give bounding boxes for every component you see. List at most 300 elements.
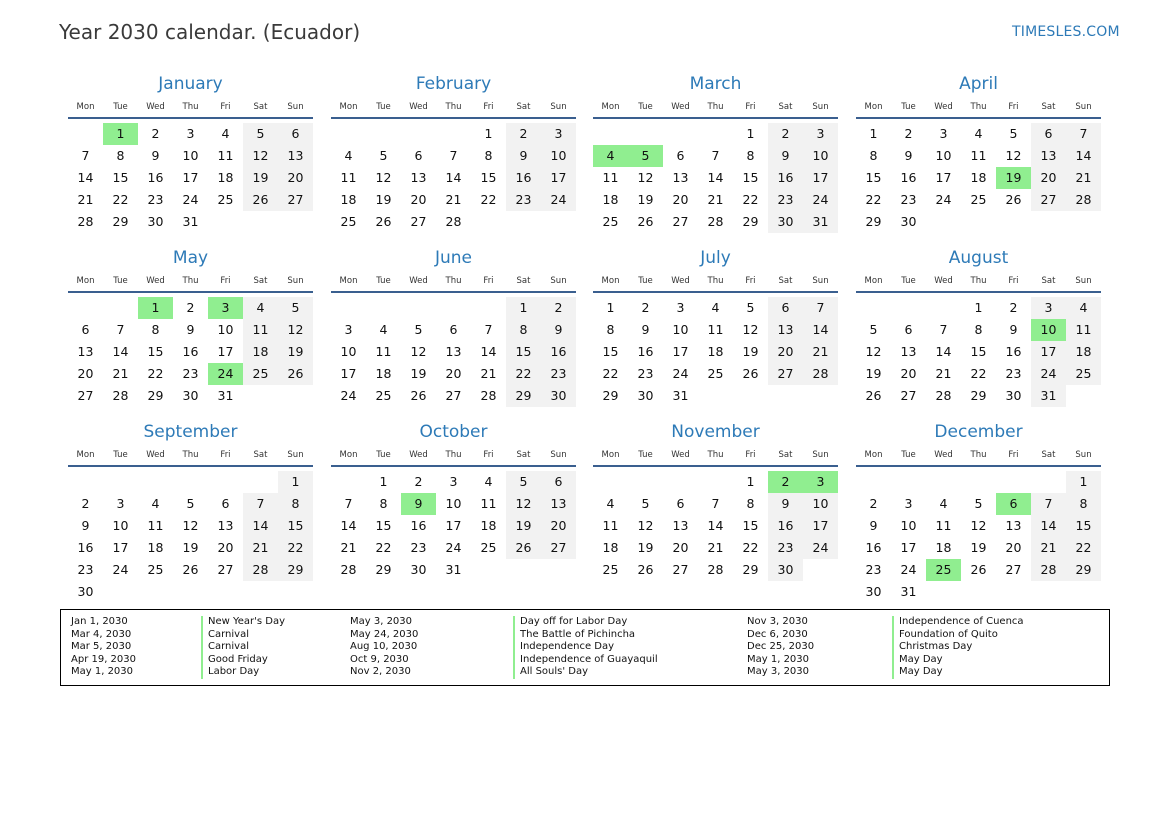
header-rule: [856, 465, 1101, 467]
day-cell: 15: [742, 170, 759, 185]
day-cell: 17: [340, 366, 357, 381]
day-cell: 4: [1066, 297, 1101, 319]
day-cell: 22: [602, 366, 619, 381]
day-cell: 29: [865, 214, 882, 229]
weekday-header: Fri: [220, 450, 231, 460]
day-cell: 19: [970, 540, 987, 555]
day-cell: 1: [869, 126, 878, 141]
day-cell: 1: [379, 474, 388, 489]
day-cell: 17: [803, 167, 838, 189]
weekday-header: Sat: [1041, 450, 1056, 460]
day-cell: 19: [243, 167, 278, 189]
day-cell: 24: [340, 388, 357, 403]
day-cell: 17: [445, 518, 462, 533]
day-cell: 16: [147, 170, 164, 185]
day-cell: 17: [1031, 341, 1066, 363]
weekday-header: Thu: [970, 450, 987, 460]
legend-date: Jan 1, 2030: [71, 616, 128, 627]
day-cell: 18: [602, 540, 619, 555]
day-cell: 18: [217, 170, 234, 185]
day-cell: 20: [77, 366, 94, 381]
day-cell: 18: [340, 192, 357, 207]
day-cell: 5: [243, 123, 278, 145]
legend-date: May 1, 2030: [747, 653, 810, 665]
day-cell: 8: [1066, 493, 1101, 515]
day-cell: 31: [182, 214, 199, 229]
legend-holiday-name: Independence of Cuenca: [892, 616, 1024, 629]
weekday-header: Mon: [864, 276, 883, 286]
month-name: August: [948, 248, 1009, 268]
day-cell: 18: [243, 341, 278, 363]
day-cell: 10: [445, 496, 462, 511]
day-cell: 28: [707, 214, 724, 229]
day-cell: 15: [742, 518, 759, 533]
legend-holiday-name: Carnival: [201, 641, 249, 654]
day-cell: 18: [970, 170, 987, 185]
day-cell: 27: [1005, 562, 1022, 577]
day-cell: 8: [746, 148, 755, 163]
day-cell: 1: [1066, 471, 1101, 493]
header-rule: [331, 291, 576, 293]
holiday-day-cell: 2: [768, 471, 803, 493]
legend-date: Nov 3, 2030: [747, 616, 808, 627]
day-cell: 15: [1066, 515, 1101, 537]
day-cell: 19: [375, 192, 392, 207]
day-cell: 30: [147, 214, 164, 229]
header-rule: [331, 465, 576, 467]
weekday-header: Thu: [182, 450, 199, 460]
legend-date: Dec 6, 2030: [747, 628, 808, 640]
day-cell: 29: [147, 388, 164, 403]
day-cell: 23: [865, 562, 882, 577]
day-cell: 14: [935, 344, 952, 359]
day-cell: 20: [410, 192, 427, 207]
day-cell: 26: [243, 189, 278, 211]
day-cell: 25: [1066, 363, 1101, 385]
day-cell: 27: [672, 214, 689, 229]
weekday-header: Tue: [901, 450, 916, 460]
day-cell: 2: [768, 123, 803, 145]
day-cell: 14: [112, 344, 129, 359]
day-cell: 16: [1005, 344, 1022, 359]
day-cell: 9: [541, 319, 576, 341]
day-cell: 10: [900, 518, 917, 533]
day-cell: 11: [147, 518, 164, 533]
day-cell: 16: [182, 344, 199, 359]
day-cell: 25: [217, 192, 234, 207]
day-cell: 24: [182, 192, 199, 207]
day-cell: 6: [81, 322, 90, 337]
day-cell: 26: [506, 537, 541, 559]
day-cell: 12: [637, 518, 654, 533]
day-cell: 4: [221, 126, 230, 141]
day-cell: 27: [672, 562, 689, 577]
legend-holiday-name: Day off for Labor Day: [513, 616, 627, 629]
day-cell: 10: [112, 518, 129, 533]
day-cell: 30: [182, 388, 199, 403]
day-cell: 7: [484, 322, 493, 337]
day-cell: 18: [375, 366, 392, 381]
day-cell: 4: [711, 300, 720, 315]
holiday-day-cell: 6: [996, 493, 1031, 515]
weekday-header: Thu: [182, 276, 199, 286]
day-cell: 26: [1005, 192, 1022, 207]
header-rule: [68, 291, 313, 293]
day-cell: 21: [803, 341, 838, 363]
legend-holiday-name: New Year's Day: [201, 616, 285, 629]
day-cell: 15: [480, 170, 497, 185]
day-cell: 4: [974, 126, 983, 141]
day-cell: 19: [742, 344, 759, 359]
day-cell: 13: [410, 170, 427, 185]
day-cell: 31: [217, 388, 234, 403]
weekday-header: Fri: [1008, 276, 1019, 286]
day-cell: 2: [641, 300, 650, 315]
weekday-header: Tue: [901, 276, 916, 286]
holiday-day-cell: 4: [593, 145, 628, 167]
day-cell: 22: [147, 366, 164, 381]
day-cell: 1: [606, 300, 615, 315]
day-cell: 20: [541, 515, 576, 537]
day-cell: 30: [768, 559, 803, 581]
day-cell: 21: [935, 366, 952, 381]
weekday-header: Thu: [707, 102, 724, 112]
day-cell: 11: [375, 344, 392, 359]
month-name: June: [434, 248, 473, 268]
day-cell: 24: [803, 189, 838, 211]
day-cell: 29: [278, 559, 313, 581]
day-cell: 28: [480, 388, 497, 403]
day-cell: 11: [340, 170, 357, 185]
day-cell: 19: [278, 341, 313, 363]
day-cell: 4: [484, 474, 493, 489]
day-cell: 3: [344, 322, 353, 337]
day-cell: 5: [869, 322, 878, 337]
day-cell: 11: [602, 518, 619, 533]
day-cell: 6: [278, 123, 313, 145]
day-cell: 14: [77, 170, 94, 185]
day-cell: 10: [803, 493, 838, 515]
day-cell: 7: [939, 322, 948, 337]
day-cell: 12: [243, 145, 278, 167]
weekday-header: Sun: [550, 276, 567, 286]
day-cell: 16: [410, 518, 427, 533]
weekday-header: Mon: [339, 276, 358, 286]
month-name: May: [172, 248, 209, 268]
day-cell: 23: [1005, 366, 1022, 381]
day-cell: 3: [116, 496, 125, 511]
day-cell: 17: [672, 344, 689, 359]
day-cell: 9: [81, 518, 90, 533]
day-cell: 29: [112, 214, 129, 229]
day-cell: 29: [742, 562, 759, 577]
day-cell: 31: [672, 388, 689, 403]
day-cell: 26: [182, 562, 199, 577]
day-cell: 25: [707, 366, 724, 381]
day-cell: 2: [81, 496, 90, 511]
day-cell: 30: [541, 385, 576, 407]
day-cell: 13: [768, 319, 803, 341]
day-cell: 23: [182, 366, 199, 381]
day-cell: 2: [151, 126, 160, 141]
day-cell: 19: [637, 192, 654, 207]
legend-date: Oct 9, 2030: [350, 653, 409, 665]
day-cell: 28: [935, 388, 952, 403]
weekday-header: Sat: [253, 276, 268, 286]
day-cell: 22: [1066, 537, 1101, 559]
day-cell: 6: [768, 297, 803, 319]
legend-date: May 1, 2030: [71, 666, 134, 678]
day-cell: 17: [182, 170, 199, 185]
weekday-header: Wed: [934, 450, 953, 460]
day-cell: 7: [81, 148, 90, 163]
legend-holiday-name: All Souls' Day: [513, 666, 588, 679]
day-cell: 26: [742, 366, 759, 381]
legend-holiday-name: Independence of Guayaquil: [513, 654, 658, 667]
day-cell: 12: [865, 344, 882, 359]
day-cell: 3: [939, 126, 948, 141]
day-cell: 30: [1005, 388, 1022, 403]
day-cell: 27: [1031, 189, 1066, 211]
weekday-header: Tue: [901, 102, 916, 112]
holiday-day-cell: 25: [926, 559, 961, 581]
day-cell: 25: [970, 192, 987, 207]
day-cell: 24: [672, 366, 689, 381]
day-cell: 31: [445, 562, 462, 577]
day-cell: 17: [217, 344, 234, 359]
day-cell: 9: [904, 148, 913, 163]
day-cell: 11: [970, 148, 987, 163]
day-cell: 3: [676, 300, 685, 315]
day-cell: 23: [900, 192, 917, 207]
weekday-header: Thu: [445, 276, 462, 286]
day-cell: 15: [375, 518, 392, 533]
day-cell: 23: [768, 537, 803, 559]
day-cell: 19: [637, 540, 654, 555]
weekday-header: Wed: [409, 450, 428, 460]
weekday-header: Mon: [601, 276, 620, 286]
weekday-header: Sun: [812, 102, 829, 112]
day-cell: 19: [410, 366, 427, 381]
day-cell: 28: [1066, 189, 1101, 211]
day-cell: 14: [480, 344, 497, 359]
weekday-header: Sun: [287, 450, 304, 460]
header-rule: [68, 117, 313, 119]
day-cell: 2: [506, 123, 541, 145]
holiday-day-cell: 1: [138, 297, 173, 319]
day-cell: 24: [1031, 363, 1066, 385]
month-name: October: [419, 422, 488, 442]
holiday-day-cell: 1: [103, 123, 138, 145]
day-cell: 26: [410, 388, 427, 403]
month-name: April: [959, 74, 998, 94]
day-cell: 5: [1009, 126, 1018, 141]
day-cell: 11: [1066, 319, 1101, 341]
day-cell: 20: [768, 341, 803, 363]
day-cell: 23: [410, 540, 427, 555]
legend-date: Apr 19, 2030: [71, 653, 137, 665]
legend-holiday-name: Independence Day: [513, 641, 614, 654]
day-cell: 6: [221, 496, 230, 511]
day-cell: 27: [900, 388, 917, 403]
day-cell: 17: [935, 170, 952, 185]
day-cell: 6: [1031, 123, 1066, 145]
day-cell: 13: [1005, 518, 1022, 533]
weekday-header: Sun: [812, 276, 829, 286]
day-cell: 16: [900, 170, 917, 185]
day-cell: 6: [904, 322, 913, 337]
header-rule: [856, 117, 1101, 119]
day-cell: 14: [803, 319, 838, 341]
day-cell: 19: [865, 366, 882, 381]
day-cell: 1: [484, 126, 493, 141]
site-link[interactable]: TIMESLES.COM: [1012, 24, 1120, 40]
weekday-header: Tue: [638, 102, 653, 112]
day-cell: 10: [217, 322, 234, 337]
weekday-header: Thu: [970, 102, 987, 112]
day-cell: 29: [375, 562, 392, 577]
day-cell: 9: [1009, 322, 1018, 337]
day-cell: 9: [186, 322, 195, 337]
day-cell: 22: [480, 192, 497, 207]
day-cell: 16: [506, 167, 541, 189]
day-cell: 25: [602, 214, 619, 229]
weekday-header: Sat: [516, 450, 531, 460]
day-cell: 3: [186, 126, 195, 141]
day-cell: 21: [1066, 167, 1101, 189]
weekday-header: Tue: [376, 276, 391, 286]
weekday-header: Wed: [146, 102, 165, 112]
day-cell: 18: [707, 344, 724, 359]
legend-holiday-name: Good Friday: [201, 654, 268, 667]
holiday-day-cell: 24: [208, 363, 243, 385]
day-cell: 15: [602, 344, 619, 359]
day-cell: 1: [746, 474, 755, 489]
day-cell: 15: [506, 341, 541, 363]
day-cell: 13: [900, 344, 917, 359]
day-cell: 29: [602, 388, 619, 403]
day-cell: 27: [410, 214, 427, 229]
day-cell: 6: [541, 471, 576, 493]
day-cell: 7: [116, 322, 125, 337]
weekday-header: Tue: [376, 102, 391, 112]
day-cell: 2: [541, 297, 576, 319]
day-cell: 21: [480, 366, 497, 381]
day-cell: 9: [768, 145, 803, 167]
day-cell: 24: [900, 562, 917, 577]
day-cell: 4: [344, 148, 353, 163]
month-name: December: [934, 422, 1023, 442]
day-cell: 12: [375, 170, 392, 185]
day-cell: 20: [672, 540, 689, 555]
day-cell: 23: [506, 189, 541, 211]
day-cell: 1: [746, 126, 755, 141]
day-cell: 3: [449, 474, 458, 489]
day-cell: 10: [541, 145, 576, 167]
day-cell: 10: [672, 322, 689, 337]
day-cell: 17: [803, 515, 838, 537]
day-cell: 24: [541, 189, 576, 211]
page-title: Year 2030 calendar. (Ecuador): [59, 20, 361, 44]
day-cell: 23: [541, 363, 576, 385]
day-cell: 28: [243, 559, 278, 581]
day-cell: 20: [1031, 167, 1066, 189]
day-cell: 22: [742, 540, 759, 555]
day-cell: 13: [672, 170, 689, 185]
legend-holiday-name: The Battle of Pichincha: [513, 629, 635, 642]
weekday-header: Sun: [287, 276, 304, 286]
day-cell: 26: [637, 214, 654, 229]
day-cell: 22: [865, 192, 882, 207]
day-cell: 13: [445, 344, 462, 359]
weekday-header: Wed: [146, 450, 165, 460]
legend-holiday-name: Foundation of Quito: [892, 629, 998, 642]
day-cell: 8: [379, 496, 388, 511]
day-cell: 15: [112, 170, 129, 185]
day-cell: 12: [637, 170, 654, 185]
day-cell: 5: [641, 496, 650, 511]
day-cell: 11: [602, 170, 619, 185]
day-cell: 21: [1031, 537, 1066, 559]
day-cell: 19: [506, 515, 541, 537]
day-cell: 18: [480, 518, 497, 533]
legend-date: Mar 5, 2030: [71, 641, 132, 653]
weekday-header: Fri: [483, 102, 494, 112]
day-cell: 6: [414, 148, 423, 163]
day-cell: 5: [746, 300, 755, 315]
day-cell: 8: [974, 322, 983, 337]
day-cell: 4: [606, 496, 615, 511]
day-cell: 26: [865, 388, 882, 403]
legend-date: Aug 10, 2030: [350, 641, 418, 653]
month-name: January: [158, 74, 223, 94]
day-cell: 12: [278, 319, 313, 341]
day-cell: 7: [1031, 493, 1066, 515]
day-cell: 26: [375, 214, 392, 229]
day-cell: 13: [1031, 145, 1066, 167]
weekday-header: Tue: [113, 102, 128, 112]
day-cell: 23: [768, 189, 803, 211]
day-cell: 7: [711, 148, 720, 163]
day-cell: 22: [742, 192, 759, 207]
day-cell: 26: [278, 363, 313, 385]
day-cell: 21: [112, 366, 129, 381]
day-cell: 10: [340, 344, 357, 359]
day-cell: 30: [637, 388, 654, 403]
day-cell: 15: [278, 515, 313, 537]
weekday-header: Wed: [146, 276, 165, 286]
header-rule: [856, 291, 1101, 293]
day-cell: 7: [711, 496, 720, 511]
day-cell: 5: [379, 148, 388, 163]
day-cell: 9: [506, 145, 541, 167]
day-cell: 7: [344, 496, 353, 511]
weekday-header: Thu: [445, 450, 462, 460]
weekday-header: Fri: [483, 450, 494, 460]
day-cell: 26: [637, 562, 654, 577]
day-cell: 23: [77, 562, 94, 577]
day-cell: 17: [900, 540, 917, 555]
day-cell: 2: [186, 300, 195, 315]
day-cell: 24: [445, 540, 462, 555]
weekday-header: Fri: [1008, 450, 1019, 460]
day-cell: 21: [707, 540, 724, 555]
day-cell: 20: [1005, 540, 1022, 555]
day-cell: 30: [410, 562, 427, 577]
month-name: February: [415, 74, 492, 94]
day-cell: 21: [340, 540, 357, 555]
header-rule: [593, 465, 838, 467]
